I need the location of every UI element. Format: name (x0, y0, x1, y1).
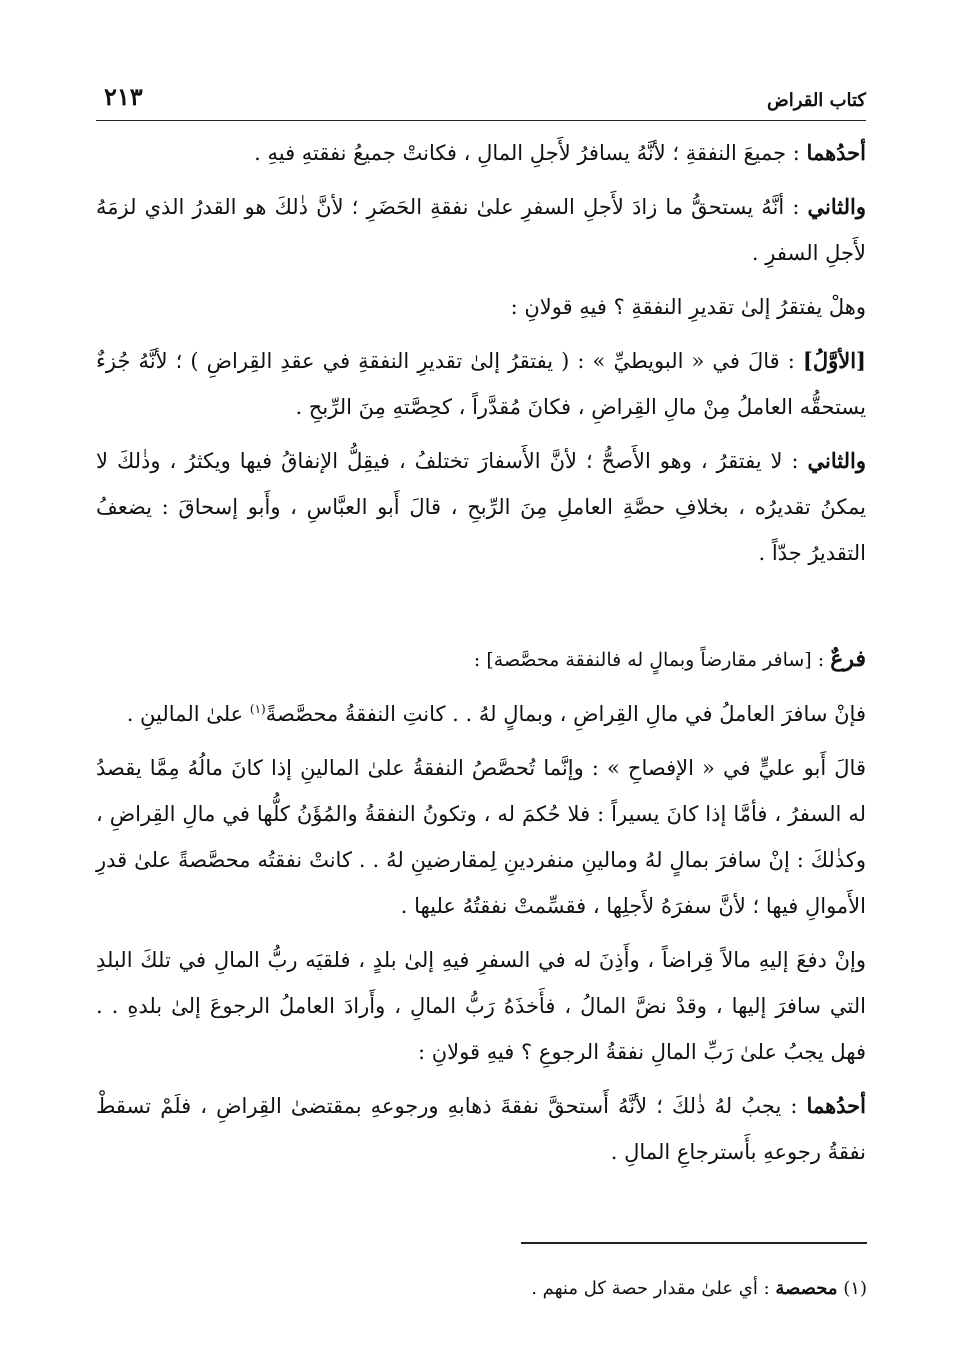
branch-title: : [سافر مقارضاً وبمالٍ له فالنفقة محصَّصة] : (473, 649, 831, 671)
page-number: ٢١٣ (104, 82, 143, 111)
paragraph-lead: [الأوَّلُ] (802, 348, 866, 373)
paragraph (96, 745, 866, 929)
section-gap (96, 584, 866, 636)
footnote-divider (521, 1242, 867, 1244)
paragraph (96, 691, 866, 737)
footnote-number: (١) (843, 1278, 867, 1299)
paragraph (96, 184, 866, 276)
branch-label: فرعٌ (830, 646, 866, 672)
paragraph-text: وهلْ يفتقرُ إلىٰ تقديرِ النفقةِ ؟ فيهِ قولانِ : (510, 295, 866, 319)
paragraph-text: قالَ أَبو عليٍّ في « الإفصاحِ » : وإنَّما تُحصَّصُ النفقةُ علىٰ المالينِ إذا كانَ مالُهُ مِمَّا يقصدُ له السفرُ ، فأمَّا إذا كانَ يسيراً : فلا حُكمَ له ، وتكونُ النفقةُ والمُؤَنُ كلُّها في مالِ القِراضِ ، وكذٰلكَ : إنْ سافرَ بمالٍ لهُ ومالينِ منفردينِ لِمقارضينِ لهُ . . كانتْ نفقتُه محصَّصةً علىٰ قدرِ الأَموالِ فيها ؛ لأنَّ سفرَهُ لأَجلِها ، فقسِّمتْ نفقتُهُ عليها . (96, 756, 866, 918)
paragraph-lead: والثاني (807, 194, 866, 219)
footnote-text: : أي علىٰ مقدار حصة كل منهم . (531, 1278, 776, 1299)
chapter-title: كتاب القراض (767, 90, 866, 111)
paragraph-text: : جميعَ النفقةِ ؛ لأنَّهُ يسافرُ لأَجلِ المالِ ، فكانتْ جميعُ نفقتهِ فيهِ . (254, 141, 807, 165)
paragraph (96, 338, 866, 430)
paragraph-text: : يجبُ لهُ ذٰلكَ ؛ لأنَّهُ أَستحقَّ نفقةَ ذهابهِ ورجوعهِ بمقتضىٰ القِراضِ ، فلَمْ تسقطْ نفقةُ رجوعهِ بأَسترجاعِ المالِ . (96, 1094, 866, 1164)
paragraph-lead: والثاني (807, 448, 866, 473)
paragraph (96, 937, 866, 1075)
footnote-term: محصصة (775, 1278, 838, 1299)
paragraph-lead: أحدُهما (806, 1093, 866, 1118)
paragraph (96, 1083, 866, 1175)
paragraph-lead: أحدُهما (806, 140, 866, 165)
footnote-marker[interactable]: (١) (249, 702, 266, 716)
paragraph-text: وإنْ دفعَ إليهِ مالاً قِراضاً ، وأَذِنَ له في السفرِ فيهِ إلىٰ بلدٍ ، فلقيَه ربُّ المالِ في تلكَ البلدِ التي سافرَ إليها ، وقدْ نضَّ المالُ ، فأَخذَهُ رَبُّ المالِ ، وأَرادَ العاملُ الرجوعَ إلىٰ بلدهِ . . فهل يجبُ علىٰ رَبِّ المالِ نفقةُ الرجوعِ ؟ فيهِ قولانِ : (96, 948, 866, 1064)
paragraph-text: : قالَ في « البويطيِّ » : ( يفتقرُ إلىٰ تقديرِ النفقةِ في عقدِ القِراضِ ) ؛ لأنَّهُ جُزءٌ يستحقُّه العاملُ مِنْ مالِ القِراضِ ، فكانَ مُقدَّراً ، كحِصَّتهِ مِنَ الرِّبحِ . (96, 349, 866, 419)
footnote (97, 1278, 867, 1299)
page-header (96, 72, 866, 121)
paragraph (96, 438, 866, 576)
paragraph (96, 284, 866, 330)
paragraph-text: فإنْ سافرَ العاملُ في مالِ القِراضِ ، وبمالٍ لهُ . . كانتِ النفقةُ محصَّصةً (265, 702, 866, 726)
main-text (96, 130, 866, 1183)
paragraph-text: : لا يفتقرُ ، وهو الأَصحُّ ؛ لأنَّ الأَسفارَ تختلفُ ، فيقِلُّ الإنفاقُ فيها ويكثرُ ، وذٰلكَ لا يمكنُ تقديرُه ، بخلافِ حصَّةِ العاملِ مِنَ الرِّبحِ ، قالَ أَبو العبَّاسِ ، وأَبو إسحاقَ : يضعفُ التقديرُ جدّاً . (96, 449, 866, 565)
paragraph-text: علىٰ المالينِ . (126, 702, 250, 726)
paragraph (96, 130, 866, 176)
branch-heading (96, 636, 866, 683)
paragraph-text: : أنَّهُ يستحقُّ ما زادَ لأَجلِ السفرِ علىٰ نفقةِ الحَضَرِ ؛ لأنَّ ذٰلكَ هو القدرُ الذي لزمَهُ لأَجلِ السفرِ . (96, 195, 866, 265)
